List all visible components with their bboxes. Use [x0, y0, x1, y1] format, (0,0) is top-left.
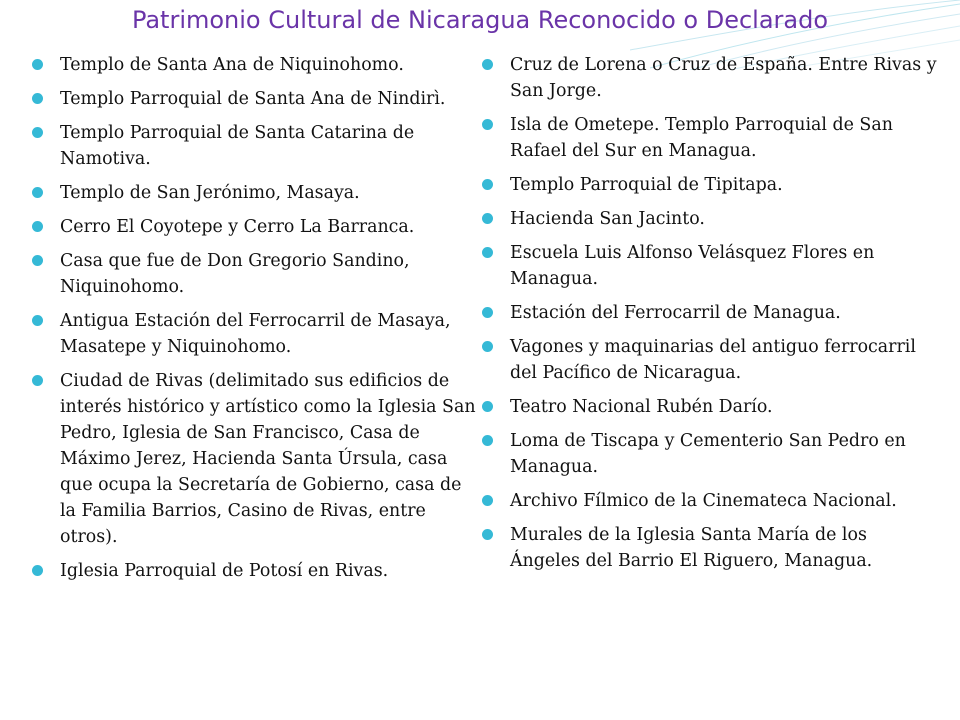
bullet-icon [32, 255, 43, 266]
list-item-text: Cerro El Coyotepe y Cerro La Barranca. [60, 217, 415, 237]
list-item [28, 120, 480, 172]
bullet-icon [482, 179, 493, 190]
list-item [28, 248, 480, 300]
list-item-text: Antigua Estación del Ferrocarril de Masaya, Masatepe y Niquinohomo. [60, 311, 451, 357]
list-item-text: Vagones y maquinarias del antiguo ferrocarril del Pacífico de Nicaragua. [510, 337, 916, 383]
list-item-text: Murales de la Iglesia Santa María de los Ángeles del Barrio El Riguero, Managua. [510, 525, 873, 571]
bullet-icon [32, 315, 43, 326]
right-bullet-list [478, 52, 938, 582]
list-item [478, 240, 938, 292]
bullet-icon [32, 59, 43, 70]
bullet-icon [482, 307, 493, 318]
list-item-text: Templo Parroquial de Santa Ana de Nindirì. [60, 89, 446, 109]
list-item-text: Isla de Ometepe. Templo Parroquial de San Rafael del Sur en Managua. [510, 115, 893, 161]
list-item [478, 488, 938, 514]
bullet-icon [32, 93, 43, 104]
list-item-text: Templo Parroquial de Tipitapa. [510, 175, 783, 195]
list-item [478, 300, 938, 326]
list-item [28, 86, 480, 112]
bullet-icon [482, 341, 493, 352]
list-item [28, 308, 480, 360]
left-bullet-list [28, 52, 480, 592]
list-item-text: Ciudad de Rivas (delimitado sus edificios de interés histórico y artístico como la Iglesia San Pedro, Iglesia de San Francisco, Casa de Máximo Jerez, Hacienda Santa Úrsula, casa que ocupa la Secretaría de Gobierno, casa de la Familia Barrios, Casino de Rivas, entre otros). [60, 371, 476, 547]
list-item [28, 558, 480, 584]
list-item [28, 52, 480, 78]
list-item-text: Archivo Fílmico de la Cinemateca Nacional. [510, 491, 897, 511]
list-item [478, 394, 938, 420]
list-item [478, 112, 938, 164]
list-item-text: Cruz de Lorena o Cruz de España. Entre Rivas y San Jorge. [510, 55, 937, 101]
bullet-icon [32, 127, 43, 138]
list-item [478, 522, 938, 574]
list-item-text: Templo de San Jerónimo, Masaya. [60, 183, 360, 203]
list-item [28, 368, 480, 550]
list-item [478, 428, 938, 480]
bullet-icon [32, 221, 43, 232]
list-item [28, 180, 480, 206]
list-item-text: Escuela Luis Alfonso Velásquez Flores en Managua. [510, 243, 875, 289]
list-item-text: Teatro Nacional Rubén Darío. [510, 397, 773, 417]
list-item [478, 206, 938, 232]
bullet-icon [482, 213, 493, 224]
list-item [478, 52, 938, 104]
list-item-text: Hacienda San Jacinto. [510, 209, 705, 229]
list-item [28, 214, 480, 240]
bullet-icon [482, 401, 493, 412]
bullet-icon [482, 529, 493, 540]
slide-title: Patrimonio Cultural de Nicaragua Reconocido o Declarado [131, 6, 829, 34]
bullet-icon [482, 247, 493, 258]
list-item-text: Templo de Santa Ana de Niquinohomo. [60, 55, 404, 75]
list-item [478, 334, 938, 386]
list-item-text: Iglesia Parroquial de Potosí en Rivas. [60, 561, 389, 581]
bullet-icon [32, 187, 43, 198]
bullet-icon [32, 375, 43, 386]
list-item-text: Casa que fue de Don Gregorio Sandino, Niquinohomo. [60, 251, 410, 297]
list-item [478, 172, 938, 198]
list-item-text: Loma de Tiscapa y Cementerio San Pedro en Managua. [510, 431, 906, 477]
bullet-icon [482, 495, 493, 506]
bullet-icon [482, 119, 493, 130]
bullet-icon [482, 435, 493, 446]
bullet-icon [32, 565, 43, 576]
bullet-icon [482, 59, 493, 70]
list-item-text: Estación del Ferrocarril de Managua. [510, 303, 841, 323]
list-item-text: Templo Parroquial de Santa Catarina de Namotiva. [60, 123, 415, 169]
